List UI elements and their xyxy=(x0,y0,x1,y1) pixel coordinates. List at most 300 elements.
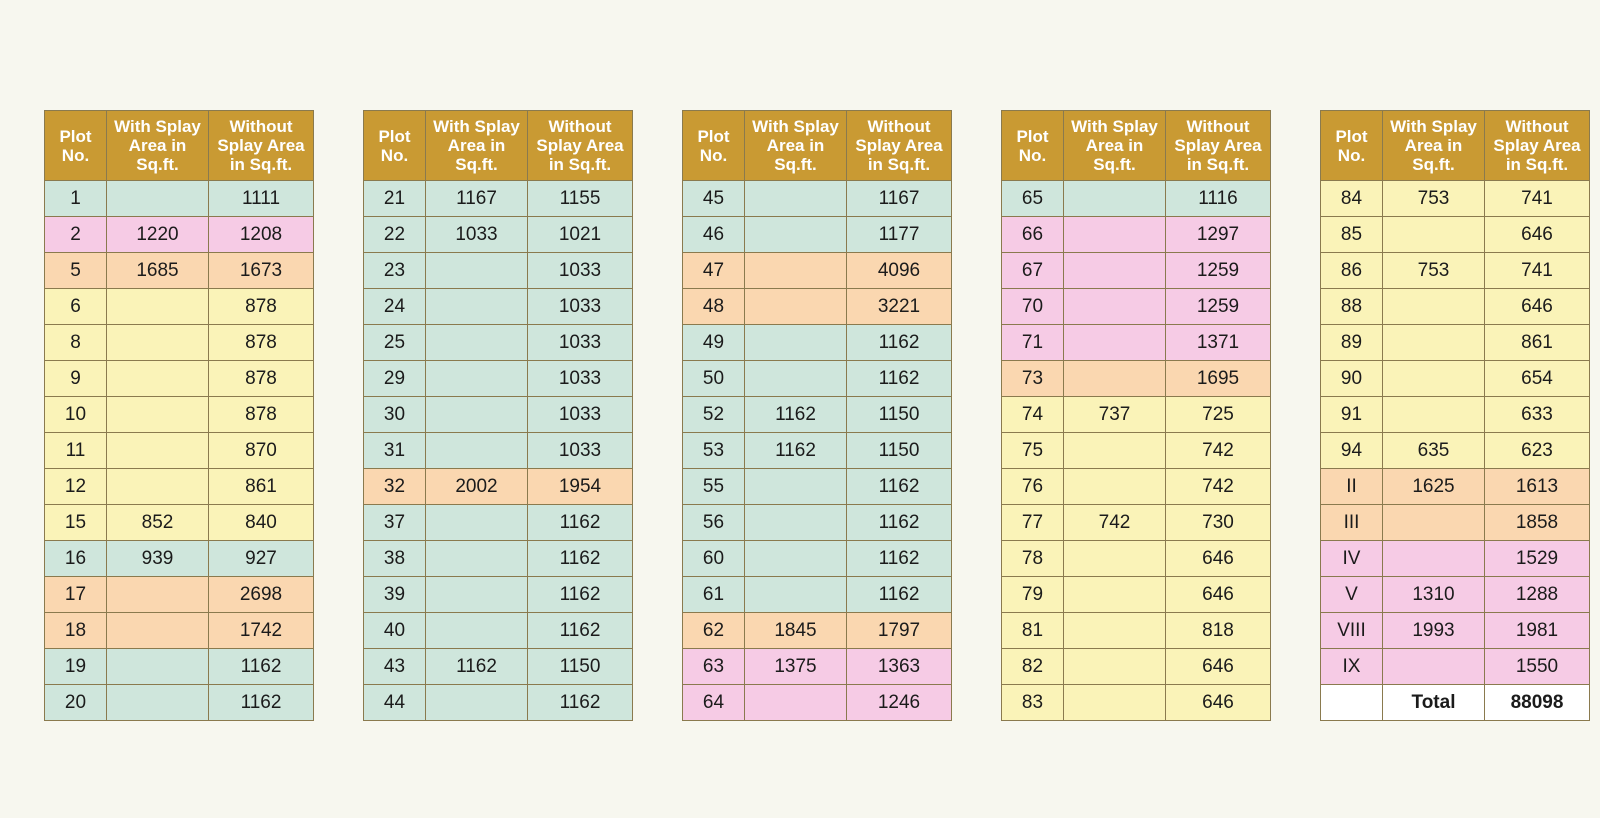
table-row xyxy=(45,289,314,325)
table-row xyxy=(364,361,633,397)
table-row xyxy=(1002,361,1271,397)
cell-plot-no: 79 xyxy=(1002,577,1064,613)
cell-plot-no: 31 xyxy=(364,433,426,469)
table-row xyxy=(683,541,952,577)
cell-without-splay: 1162 xyxy=(528,613,633,649)
cell-without-splay: 1162 xyxy=(847,505,952,541)
cell-with-splay xyxy=(1064,217,1166,253)
cell-plot-no: 17 xyxy=(45,577,107,613)
cell-without-splay: 1162 xyxy=(528,685,633,721)
table-row xyxy=(364,217,633,253)
cell-plot-no: 12 xyxy=(45,469,107,505)
table-row xyxy=(1321,433,1590,469)
cell-plot-no: IV xyxy=(1321,541,1383,577)
cell-with-splay xyxy=(745,505,847,541)
cell-without-splay: 646 xyxy=(1166,541,1271,577)
cell-plot-no: 88 xyxy=(1321,289,1383,325)
cell-without-splay: 870 xyxy=(209,433,314,469)
cell-plot-no: 32 xyxy=(364,469,426,505)
cell-without-splay: 1288 xyxy=(1485,577,1590,613)
total-value: 88098 xyxy=(1485,685,1590,721)
table-row xyxy=(683,685,952,721)
cell-plot-no: 91 xyxy=(1321,397,1383,433)
cell-with-splay xyxy=(1064,361,1166,397)
column-header-without-splay: Without Splay Area in Sq.ft. xyxy=(209,111,314,181)
cell-with-splay xyxy=(107,433,209,469)
cell-plot-no: 37 xyxy=(364,505,426,541)
cell-with-splay: 1625 xyxy=(1383,469,1485,505)
table-row xyxy=(1002,577,1271,613)
cell-plot-no: 40 xyxy=(364,613,426,649)
table-header-row xyxy=(1002,111,1271,181)
table-row xyxy=(1321,613,1590,649)
table-row xyxy=(1321,541,1590,577)
cell-with-splay: 1993 xyxy=(1383,613,1485,649)
cell-plot-no: 86 xyxy=(1321,253,1383,289)
cell-without-splay: 1111 xyxy=(209,181,314,217)
column-header-with-splay: With Splay Area in Sq.ft. xyxy=(745,111,847,181)
cell-with-splay: 1167 xyxy=(426,181,528,217)
cell-with-splay xyxy=(1064,253,1166,289)
table-row xyxy=(1321,253,1590,289)
cell-without-splay: 742 xyxy=(1166,469,1271,505)
cell-with-splay: 1033 xyxy=(426,217,528,253)
cell-with-splay: 1375 xyxy=(745,649,847,685)
cell-with-splay xyxy=(745,361,847,397)
table-row xyxy=(364,253,633,289)
cell-without-splay: 646 xyxy=(1166,649,1271,685)
cell-without-splay: 646 xyxy=(1166,685,1271,721)
table-row xyxy=(1002,649,1271,685)
cell-without-splay: 1033 xyxy=(528,361,633,397)
cell-with-splay xyxy=(1064,577,1166,613)
cell-without-splay: 646 xyxy=(1485,289,1590,325)
cell-with-splay xyxy=(745,541,847,577)
cell-without-splay: 1673 xyxy=(209,253,314,289)
table-row xyxy=(1321,469,1590,505)
cell-plot-no: 49 xyxy=(683,325,745,361)
cell-with-splay: 1162 xyxy=(426,649,528,685)
cell-plot-no: 81 xyxy=(1002,613,1064,649)
cell-without-splay: 4096 xyxy=(847,253,952,289)
cell-with-splay xyxy=(426,433,528,469)
cell-without-splay: 878 xyxy=(209,325,314,361)
table-row xyxy=(45,325,314,361)
table-row xyxy=(1002,685,1271,721)
cell-plot-no: 30 xyxy=(364,397,426,433)
cell-with-splay xyxy=(1383,649,1485,685)
table-row xyxy=(683,505,952,541)
cell-without-splay: 1162 xyxy=(528,577,633,613)
table-row xyxy=(683,577,952,613)
cell-plot-no: 23 xyxy=(364,253,426,289)
cell-with-splay xyxy=(745,253,847,289)
cell-with-splay: 939 xyxy=(107,541,209,577)
cell-plot-no: 22 xyxy=(364,217,426,253)
cell-with-splay xyxy=(426,397,528,433)
table-row xyxy=(1002,433,1271,469)
cell-without-splay: 1162 xyxy=(528,541,633,577)
cell-without-splay: 646 xyxy=(1166,577,1271,613)
cell-without-splay: 1150 xyxy=(847,433,952,469)
cell-without-splay: 1033 xyxy=(528,253,633,289)
cell-without-splay: 741 xyxy=(1485,253,1590,289)
cell-without-splay: 1259 xyxy=(1166,289,1271,325)
total-row-spacer xyxy=(1321,685,1383,721)
cell-without-splay: 1021 xyxy=(528,217,633,253)
table-header-row xyxy=(364,111,633,181)
table-row xyxy=(364,541,633,577)
table-row xyxy=(364,613,633,649)
table-row xyxy=(1002,181,1271,217)
cell-plot-no: 9 xyxy=(45,361,107,397)
cell-without-splay: 1550 xyxy=(1485,649,1590,685)
table-row xyxy=(683,433,952,469)
table-row xyxy=(1321,325,1590,361)
cell-plot-no: 63 xyxy=(683,649,745,685)
cell-without-splay: 1297 xyxy=(1166,217,1271,253)
cell-with-splay xyxy=(426,289,528,325)
cell-with-splay xyxy=(107,577,209,613)
cell-plot-no: 1 xyxy=(45,181,107,217)
table-row xyxy=(1321,505,1590,541)
cell-with-splay: 1845 xyxy=(745,613,847,649)
cell-with-splay: 737 xyxy=(1064,397,1166,433)
cell-plot-no: 47 xyxy=(683,253,745,289)
cell-with-splay xyxy=(745,577,847,613)
cell-without-splay: 730 xyxy=(1166,505,1271,541)
table-row xyxy=(1002,253,1271,289)
cell-without-splay: 818 xyxy=(1166,613,1271,649)
table-row xyxy=(45,397,314,433)
cell-plot-no: 73 xyxy=(1002,361,1064,397)
cell-plot-no: 2 xyxy=(45,217,107,253)
cell-plot-no: 62 xyxy=(683,613,745,649)
column-header-with-splay: With Splay Area in Sq.ft. xyxy=(107,111,209,181)
table-row xyxy=(1002,289,1271,325)
cell-plot-no: 39 xyxy=(364,577,426,613)
cell-with-splay: 753 xyxy=(1383,181,1485,217)
cell-with-splay xyxy=(107,685,209,721)
cell-with-splay xyxy=(1064,469,1166,505)
plot-table xyxy=(1001,110,1271,721)
cell-without-splay: 623 xyxy=(1485,433,1590,469)
cell-with-splay xyxy=(107,325,209,361)
table-row xyxy=(1321,577,1590,613)
cell-with-splay: 753 xyxy=(1383,253,1485,289)
cell-with-splay xyxy=(107,289,209,325)
cell-plot-no: 78 xyxy=(1002,541,1064,577)
cell-without-splay: 861 xyxy=(209,469,314,505)
plot-table xyxy=(682,110,952,721)
cell-without-splay: 1033 xyxy=(528,325,633,361)
cell-with-splay xyxy=(1383,505,1485,541)
cell-with-splay xyxy=(1383,541,1485,577)
table-row xyxy=(1002,541,1271,577)
cell-with-splay xyxy=(107,613,209,649)
cell-with-splay xyxy=(1383,325,1485,361)
table-row xyxy=(45,541,314,577)
cell-without-splay: 861 xyxy=(1485,325,1590,361)
cell-with-splay: 852 xyxy=(107,505,209,541)
table-row xyxy=(683,181,952,217)
cell-without-splay: 1371 xyxy=(1166,325,1271,361)
plot-table xyxy=(1320,110,1590,721)
cell-without-splay: 1259 xyxy=(1166,253,1271,289)
table-row xyxy=(1002,325,1271,361)
cell-without-splay: 1363 xyxy=(847,649,952,685)
cell-plot-no: 84 xyxy=(1321,181,1383,217)
cell-without-splay: 1858 xyxy=(1485,505,1590,541)
cell-plot-no: 53 xyxy=(683,433,745,469)
cell-without-splay: 1167 xyxy=(847,181,952,217)
cell-plot-no: 61 xyxy=(683,577,745,613)
table-row xyxy=(1321,289,1590,325)
cell-plot-no: 21 xyxy=(364,181,426,217)
cell-plot-no: 44 xyxy=(364,685,426,721)
table-row xyxy=(364,505,633,541)
cell-with-splay xyxy=(745,289,847,325)
table-row xyxy=(364,433,633,469)
cell-plot-no: 25 xyxy=(364,325,426,361)
table-row xyxy=(683,217,952,253)
cell-plot-no: VIII xyxy=(1321,613,1383,649)
table-row xyxy=(683,649,952,685)
column-header-with-splay: With Splay Area in Sq.ft. xyxy=(426,111,528,181)
cell-without-splay: 1150 xyxy=(847,397,952,433)
cell-with-splay xyxy=(745,325,847,361)
table-total-row xyxy=(1321,685,1590,721)
table-row xyxy=(1002,613,1271,649)
cell-without-splay: 1155 xyxy=(528,181,633,217)
column-header-plot-no: Plot No. xyxy=(45,111,107,181)
cell-plot-no: 43 xyxy=(364,649,426,685)
cell-plot-no: 50 xyxy=(683,361,745,397)
table-row xyxy=(364,397,633,433)
cell-with-splay: 742 xyxy=(1064,505,1166,541)
cell-without-splay: 878 xyxy=(209,289,314,325)
cell-without-splay: 878 xyxy=(209,361,314,397)
cell-plot-no: 64 xyxy=(683,685,745,721)
cell-with-splay xyxy=(1064,685,1166,721)
cell-without-splay: 725 xyxy=(1166,397,1271,433)
cell-with-splay xyxy=(1064,181,1166,217)
cell-plot-no: 67 xyxy=(1002,253,1064,289)
cell-plot-no: 46 xyxy=(683,217,745,253)
cell-without-splay: 840 xyxy=(209,505,314,541)
cell-plot-no: 70 xyxy=(1002,289,1064,325)
cell-plot-no: 24 xyxy=(364,289,426,325)
cell-with-splay xyxy=(426,325,528,361)
plot-table xyxy=(363,110,633,721)
cell-without-splay: 878 xyxy=(209,397,314,433)
table-row xyxy=(1002,505,1271,541)
table-row xyxy=(1002,469,1271,505)
table-row xyxy=(45,433,314,469)
table-row xyxy=(1321,181,1590,217)
cell-plot-no: 52 xyxy=(683,397,745,433)
cell-with-splay xyxy=(745,181,847,217)
cell-with-splay xyxy=(426,253,528,289)
table-row xyxy=(1002,217,1271,253)
cell-plot-no: 11 xyxy=(45,433,107,469)
cell-plot-no: 19 xyxy=(45,649,107,685)
cell-plot-no: III xyxy=(1321,505,1383,541)
cell-without-splay: 646 xyxy=(1485,217,1590,253)
cell-plot-no: 45 xyxy=(683,181,745,217)
cell-without-splay: 1116 xyxy=(1166,181,1271,217)
cell-with-splay xyxy=(1064,613,1166,649)
cell-plot-no: 18 xyxy=(45,613,107,649)
cell-without-splay: 1150 xyxy=(528,649,633,685)
column-header-with-splay: With Splay Area in Sq.ft. xyxy=(1064,111,1166,181)
table-row xyxy=(364,469,633,505)
cell-without-splay: 1162 xyxy=(528,505,633,541)
cell-without-splay: 1162 xyxy=(209,649,314,685)
cell-with-splay xyxy=(426,505,528,541)
cell-without-splay: 1797 xyxy=(847,613,952,649)
table-row xyxy=(364,577,633,613)
table-row xyxy=(364,325,633,361)
cell-without-splay: 1033 xyxy=(528,289,633,325)
cell-with-splay: 1220 xyxy=(107,217,209,253)
cell-without-splay: 1529 xyxy=(1485,541,1590,577)
table-row xyxy=(1321,649,1590,685)
total-label: Total xyxy=(1383,685,1485,721)
table-row xyxy=(683,397,952,433)
cell-with-splay xyxy=(1064,649,1166,685)
cell-with-splay xyxy=(107,649,209,685)
cell-without-splay: 1162 xyxy=(209,685,314,721)
cell-without-splay: 2698 xyxy=(209,577,314,613)
cell-plot-no: 89 xyxy=(1321,325,1383,361)
table-row xyxy=(364,649,633,685)
cell-with-splay: 1162 xyxy=(745,397,847,433)
cell-with-splay xyxy=(107,361,209,397)
cell-with-splay xyxy=(1383,361,1485,397)
cell-without-splay: 1162 xyxy=(847,325,952,361)
cell-with-splay xyxy=(1064,325,1166,361)
cell-without-splay: 1613 xyxy=(1485,469,1590,505)
cell-with-splay xyxy=(426,613,528,649)
cell-with-splay: 1685 xyxy=(107,253,209,289)
cell-plot-no: 15 xyxy=(45,505,107,541)
cell-plot-no: 5 xyxy=(45,253,107,289)
table-row xyxy=(364,685,633,721)
cell-plot-no: 20 xyxy=(45,685,107,721)
cell-plot-no: IX xyxy=(1321,649,1383,685)
cell-without-splay: 1162 xyxy=(847,361,952,397)
cell-plot-no: 76 xyxy=(1002,469,1064,505)
cell-with-splay xyxy=(1064,289,1166,325)
cell-with-splay xyxy=(107,397,209,433)
cell-plot-no: 48 xyxy=(683,289,745,325)
cell-plot-no: 82 xyxy=(1002,649,1064,685)
cell-with-splay xyxy=(745,217,847,253)
column-header-plot-no: Plot No. xyxy=(1321,111,1383,181)
cell-with-splay xyxy=(426,541,528,577)
cell-plot-no: V xyxy=(1321,577,1383,613)
table-header-row xyxy=(683,111,952,181)
cell-without-splay: 742 xyxy=(1166,433,1271,469)
cell-without-splay: 1246 xyxy=(847,685,952,721)
cell-with-splay xyxy=(426,577,528,613)
cell-without-splay: 633 xyxy=(1485,397,1590,433)
table-row xyxy=(1002,397,1271,433)
cell-with-splay xyxy=(107,181,209,217)
cell-plot-no: 74 xyxy=(1002,397,1064,433)
cell-with-splay xyxy=(1064,433,1166,469)
table-row xyxy=(45,505,314,541)
cell-plot-no: 94 xyxy=(1321,433,1383,469)
cell-plot-no: 55 xyxy=(683,469,745,505)
cell-plot-no: 71 xyxy=(1002,325,1064,361)
cell-plot-no: 16 xyxy=(45,541,107,577)
cell-plot-no: 38 xyxy=(364,541,426,577)
cell-plot-no: 90 xyxy=(1321,361,1383,397)
cell-with-splay xyxy=(107,469,209,505)
cell-without-splay: 1695 xyxy=(1166,361,1271,397)
table-row xyxy=(364,289,633,325)
cell-with-splay xyxy=(745,469,847,505)
cell-plot-no: 29 xyxy=(364,361,426,397)
cell-plot-no: 10 xyxy=(45,397,107,433)
cell-without-splay: 1162 xyxy=(847,541,952,577)
cell-with-splay xyxy=(1383,397,1485,433)
cell-without-splay: 654 xyxy=(1485,361,1590,397)
cell-plot-no: 85 xyxy=(1321,217,1383,253)
table-row xyxy=(45,253,314,289)
cell-plot-no: 65 xyxy=(1002,181,1064,217)
table-row xyxy=(1321,361,1590,397)
cell-with-splay xyxy=(426,361,528,397)
cell-with-splay xyxy=(1064,541,1166,577)
cell-plot-no: 75 xyxy=(1002,433,1064,469)
table-header-row xyxy=(45,111,314,181)
cell-with-splay xyxy=(426,685,528,721)
column-header-plot-no: Plot No. xyxy=(1002,111,1064,181)
cell-plot-no: II xyxy=(1321,469,1383,505)
cell-plot-no: 8 xyxy=(45,325,107,361)
plot-table xyxy=(44,110,314,721)
cell-plot-no: 56 xyxy=(683,505,745,541)
cell-with-splay: 1310 xyxy=(1383,577,1485,613)
table-row xyxy=(45,649,314,685)
cell-plot-no: 77 xyxy=(1002,505,1064,541)
table-row xyxy=(45,685,314,721)
cell-without-splay: 1033 xyxy=(528,433,633,469)
cell-without-splay: 927 xyxy=(209,541,314,577)
cell-without-splay: 1033 xyxy=(528,397,633,433)
table-row xyxy=(683,613,952,649)
cell-without-splay: 1162 xyxy=(847,577,952,613)
column-header-without-splay: Without Splay Area in Sq.ft. xyxy=(847,111,952,181)
table-row xyxy=(45,181,314,217)
cell-with-splay: 2002 xyxy=(426,469,528,505)
cell-plot-no: 6 xyxy=(45,289,107,325)
table-row xyxy=(45,613,314,649)
cell-with-splay xyxy=(1383,217,1485,253)
cell-with-splay xyxy=(1383,289,1485,325)
cell-with-splay xyxy=(745,685,847,721)
table-row xyxy=(45,217,314,253)
cell-plot-no: 83 xyxy=(1002,685,1064,721)
cell-without-splay: 3221 xyxy=(847,289,952,325)
cell-without-splay: 1981 xyxy=(1485,613,1590,649)
cell-without-splay: 1162 xyxy=(847,469,952,505)
column-header-plot-no: Plot No. xyxy=(364,111,426,181)
cell-without-splay: 1177 xyxy=(847,217,952,253)
